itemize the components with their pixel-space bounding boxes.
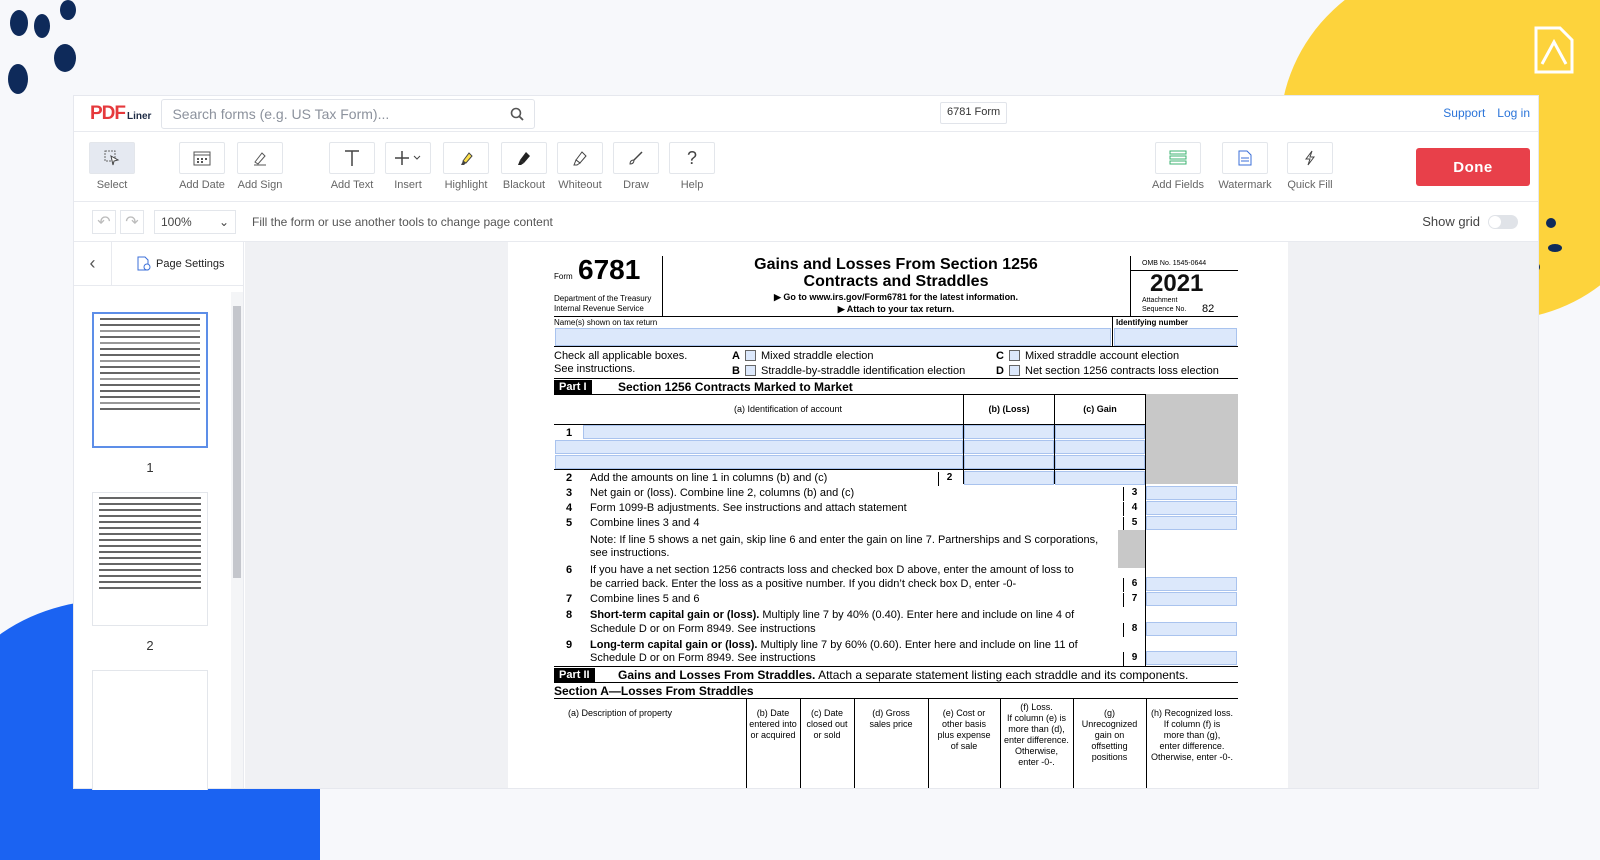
line-8-text-b: Schedule D or on Form 8949. See instructions <box>590 623 816 635</box>
top-bar <box>74 96 1538 132</box>
line-8-text-a: Multiply line 7 by 40% (0.40). Enter here and include on line 4 of <box>759 609 1075 621</box>
line-2-text: Add the amounts on line 1 in columns (b) and (c) <box>590 472 828 484</box>
col-g-line-4: offsetting <box>1091 741 1128 751</box>
add-sign-tool[interactable]: Add Sign <box>230 142 290 191</box>
line-3-text: Net gain or (loss). Combine line 2, columns (b) and (c) <box>590 487 855 499</box>
straddle-col-b <box>746 708 800 741</box>
page-thumbnail-2[interactable] <box>92 492 208 626</box>
show-grid-label: Show grid <box>1422 214 1480 229</box>
line-6-text-a: If you have a net section 1256 contracts loss and checked box D above, enter the amount of loss to <box>590 564 1074 576</box>
decor-dot <box>1548 244 1562 252</box>
page-number-1: 1 <box>146 460 154 475</box>
blackout-tool[interactable]: Blackout <box>494 142 554 191</box>
col-c-line-3: or sold <box>813 730 841 740</box>
line-4-text: Form 1099-B adjustments. See instructions and attach statement <box>590 502 907 514</box>
line-6-text-b: be carried back. Enter the loss as a positive number. If you didn’t check box D, enter -0- <box>590 578 1017 590</box>
form-label: Form <box>554 272 573 281</box>
tax-year: 2021 <box>1150 270 1204 297</box>
collapse-sidebar-button[interactable] <box>74 242 112 286</box>
login-link[interactable]: Log in <box>1497 106 1530 120</box>
hint-text: Fill the form or use another tools to change page content <box>252 215 553 229</box>
brush-icon <box>628 150 644 166</box>
straddle-col-f <box>1000 702 1073 768</box>
col-f-line-2: If column (e) is <box>1006 713 1066 723</box>
form-title-1: Gains and Losses From Section 1256 <box>754 256 1038 273</box>
line1-row3-gain[interactable] <box>1055 455 1145 469</box>
box-a-checkbox[interactable] <box>745 350 756 361</box>
sequence-number: 82 <box>1202 303 1215 315</box>
col-h-line-4: enter difference. <box>1159 741 1225 751</box>
line2-loss-field[interactable] <box>964 471 1054 485</box>
col-e-line-4: of sale <box>950 741 978 751</box>
line1-row2-gain[interactable] <box>1055 440 1145 454</box>
line-2-num: 2 <box>566 472 573 484</box>
line4-field[interactable] <box>1146 501 1237 515</box>
form-title-2: Contracts and Straddles <box>803 273 989 290</box>
attach-line: ▶ Attach to your tax return. <box>837 304 955 314</box>
col-b-line-2: entered into <box>749 719 797 729</box>
line8-field[interactable] <box>1146 622 1237 636</box>
col-g-line-5: positions <box>1091 752 1128 762</box>
line-9-text-a: Multiply line 7 by 60% (0.60). Enter here and include on line 11 of <box>757 639 1078 651</box>
add-date-tool[interactable]: Add Date <box>172 142 232 191</box>
box-b-checkbox[interactable] <box>745 365 756 376</box>
straddle-col-c <box>800 708 854 741</box>
text-icon <box>344 149 360 167</box>
done-button[interactable]: Done <box>1416 148 1530 186</box>
line-2-box: 2 <box>938 472 960 486</box>
col-c-line-1: (c) Date <box>810 708 843 718</box>
line1-row3-account[interactable] <box>555 455 963 469</box>
line-4-num: 4 <box>566 502 573 514</box>
line-8-box: 8 <box>1123 623 1145 637</box>
box-d-checkbox[interactable] <box>1009 365 1020 376</box>
box-a-letter: A <box>732 350 740 362</box>
line-9-text-b: Schedule D or on Form 8949. See instructions <box>590 652 816 664</box>
support-link[interactable]: Support <box>1443 106 1486 120</box>
col-g-line-3: gain on <box>1094 730 1125 740</box>
highlighter-icon <box>458 150 474 166</box>
line-3-num: 3 <box>566 487 573 499</box>
straddle-col-g <box>1073 708 1146 763</box>
line-9-bold: Long-term capital gain or (loss). <box>590 639 758 651</box>
pdfliner-badge-icon <box>1522 22 1578 78</box>
line3-field[interactable] <box>1146 486 1237 500</box>
sequence-label: Sequence No. <box>1142 306 1187 313</box>
line-9-num: 9 <box>566 639 573 651</box>
line-1-num: 1 <box>566 427 573 439</box>
lightning-icon <box>1304 150 1316 166</box>
line2-gain-field[interactable] <box>1055 471 1145 485</box>
add-fields-tool[interactable]: Add Fields <box>1148 142 1208 191</box>
line6-field[interactable] <box>1146 577 1237 591</box>
insert-tool[interactable]: Insert <box>378 142 438 191</box>
names-label: Name(s) shown on tax return <box>554 318 658 327</box>
cursor-icon <box>104 150 120 166</box>
highlight-tool[interactable]: Highlight <box>436 142 496 191</box>
name-field[interactable] <box>555 328 1111 346</box>
chevron-left-icon: ‹ <box>89 253 96 273</box>
search-placeholder: Search forms (e.g. US Tax Form)... <box>172 105 390 122</box>
line1-row1-gain[interactable] <box>1055 425 1145 439</box>
line1-row2-loss[interactable] <box>964 440 1054 454</box>
box-c-letter: C <box>996 350 1004 362</box>
col-a-header: (a) Identification of account <box>733 404 843 414</box>
page-settings-button[interactable]: Page Settings <box>136 256 225 272</box>
options-bar <box>74 202 1538 242</box>
plus-dropdown-icon <box>394 150 422 166</box>
col-b-line-3: or acquired <box>750 730 796 740</box>
part2-title: Gains and Losses From Straddles. <box>618 668 816 682</box>
form-number: 6781 <box>578 254 641 285</box>
document-canvas <box>245 242 1538 788</box>
line-8-bold: Short-term capital gain or (loss). <box>590 609 760 621</box>
toolbar <box>74 132 1538 202</box>
box-c-checkbox[interactable] <box>1009 350 1020 361</box>
help-tool[interactable]: ? Help <box>662 142 722 191</box>
search-input[interactable] <box>161 99 535 129</box>
line-7-num: 7 <box>566 593 573 605</box>
box-d-label: Net section 1256 contracts loss election <box>1025 365 1219 377</box>
col-f-line-3: more than (d), <box>1008 724 1065 734</box>
line1-row1-account[interactable] <box>583 425 963 439</box>
dept-line-2: Internal Revenue Service <box>554 304 644 313</box>
identifying-number-label: Identifying number <box>1116 318 1188 327</box>
line-6-box: 6 <box>1123 578 1145 592</box>
identifying-number-field[interactable] <box>1114 328 1237 346</box>
decor-dot <box>10 10 28 36</box>
line-7-box: 7 <box>1123 593 1145 607</box>
col-h-line-5: Otherwise, enter -0-. <box>1150 752 1234 762</box>
col-f-line-6: enter -0-. <box>1018 757 1055 767</box>
line-8-num: 8 <box>566 609 573 621</box>
quick-fill-tool[interactable]: Quick Fill <box>1280 142 1340 191</box>
col-f-line-4: enter difference. <box>1004 735 1069 745</box>
col-e-line-2: other basis <box>941 719 987 729</box>
box-d-letter: D <box>996 365 1004 377</box>
part1-title: Section 1256 Contracts Marked to Market <box>618 380 853 394</box>
dept-line-1: Department of the Treasury <box>554 294 652 303</box>
col-c-line-2: closed out <box>806 719 848 729</box>
watermark-tool[interactable]: Watermark <box>1215 142 1275 191</box>
line-5-box: 5 <box>1123 517 1145 531</box>
line-4-box: 4 <box>1123 502 1145 516</box>
line1-row3-loss[interactable] <box>964 455 1054 469</box>
line-6-num: 6 <box>566 564 573 576</box>
calendar-icon <box>193 150 211 166</box>
line-5-text: Combine lines 3 and 4 <box>590 517 700 529</box>
pdfliner-logo[interactable]: PDF Liner <box>90 102 152 124</box>
decor-dot <box>34 14 50 38</box>
box-c-label: Mixed straddle account election <box>1025 350 1180 362</box>
check-all-label: Check all applicable boxes. <box>554 350 688 362</box>
see-instructions-label: See instructions. <box>554 363 636 375</box>
pen-sign-icon <box>252 150 268 166</box>
decor-dot <box>8 64 28 94</box>
straddle-col-a: (a) Description of property <box>568 708 673 718</box>
col-f-line-5: Otherwise, <box>1014 746 1058 756</box>
document-title: 6781 Form <box>940 102 1007 124</box>
box-b-letter: B <box>732 365 740 377</box>
page-sidebar <box>74 242 244 788</box>
straddle-col-h <box>1146 708 1238 763</box>
col-f-line-1: (f) Loss. <box>1020 702 1053 712</box>
add-text-tool[interactable]: Add Text <box>322 142 382 191</box>
line1-row1-loss[interactable] <box>964 425 1054 439</box>
sidebar-scrollbar[interactable] <box>231 292 243 788</box>
col-d-line-1: (d) Gross <box>872 708 910 718</box>
fields-icon <box>1169 150 1187 166</box>
whiteout-tool[interactable]: Whiteout <box>550 142 610 191</box>
decor-dot <box>60 0 76 20</box>
line-7-text: Combine lines 5 and 6 <box>590 593 700 605</box>
undo-icon: ↶ <box>97 214 111 231</box>
select-tool[interactable]: Select <box>82 142 142 191</box>
eraser-icon <box>572 150 588 166</box>
col-b-line-1: (b) Date <box>756 708 790 718</box>
chevron-down-icon: ⌄ <box>218 215 229 229</box>
col-d-line-2: sales price <box>869 719 913 729</box>
app-window <box>74 96 1538 788</box>
box-b-label: Straddle-by-straddle identification election <box>761 365 966 377</box>
show-grid-toggle[interactable] <box>1488 215 1518 229</box>
decor-dot <box>1546 218 1556 228</box>
question-icon: ? <box>686 147 697 168</box>
box-a-label: Mixed straddle election <box>761 350 874 362</box>
line-3-box: 3 <box>1123 487 1145 501</box>
page-thumbnail-1[interactable] <box>92 312 208 448</box>
blackout-icon <box>516 150 532 166</box>
straddle-col-e <box>928 708 1000 752</box>
line9-field[interactable] <box>1146 651 1237 665</box>
redo-icon: ↷ <box>125 214 139 231</box>
decor-dot <box>54 44 76 72</box>
col-g-line-1: (g) <box>1104 708 1115 718</box>
straddle-col-d <box>854 708 928 730</box>
col-e-line-1: (e) Cost or <box>942 708 986 718</box>
draw-tool[interactable]: Draw <box>606 142 666 191</box>
line1-row2-account[interactable] <box>555 440 963 454</box>
line-9-box: 9 <box>1123 652 1145 666</box>
undo-button[interactable] <box>92 210 116 234</box>
part2-description: Attach a separate statement listing each straddle and its components. <box>815 668 1189 682</box>
part1-tag: Part I <box>554 380 592 394</box>
col-e-line-3: plus expense <box>937 730 991 740</box>
col-h-line-3: more than (g), <box>1163 730 1221 740</box>
col-c-header: (c) Gain <box>1083 404 1117 414</box>
part2-tag: Part II <box>554 668 595 682</box>
note-line-2: see instructions. <box>590 547 670 559</box>
zoom-select[interactable]: 100% ⌄ <box>154 210 236 234</box>
note-line-1: Note: If line 5 shows a net gain, skip line 6 and enter the gain on line 7. Partnerships and S corporations, <box>590 534 1099 546</box>
col-h-line-1: (h) Recognized loss. <box>1150 708 1234 718</box>
attachment-label: Attachment <box>1142 297 1178 304</box>
redo-button[interactable] <box>120 210 144 234</box>
form-page <box>508 242 1288 788</box>
col-b-header: (b) (Loss) <box>988 404 1030 414</box>
watermark-icon <box>1238 150 1252 166</box>
line5-field[interactable] <box>1146 516 1237 530</box>
col-h-line-2: If column (f) is <box>1163 719 1221 729</box>
omb-number: OMB No. 1545-0644 <box>1142 260 1207 267</box>
line7-field[interactable] <box>1146 592 1237 606</box>
page-number-2: 2 <box>146 638 154 653</box>
page-thumbnail-3[interactable] <box>92 670 208 790</box>
line-5-num: 5 <box>566 517 573 529</box>
goto-line: ▶ Go to www.irs.gov/Form6781 for the latest information. <box>773 292 1019 302</box>
section-a-title: Section A—Losses From Straddles <box>554 684 754 698</box>
page-settings-icon <box>136 256 152 272</box>
col-g-line-2: Unrecognized <box>1081 719 1138 729</box>
search-icon[interactable] <box>510 107 524 121</box>
